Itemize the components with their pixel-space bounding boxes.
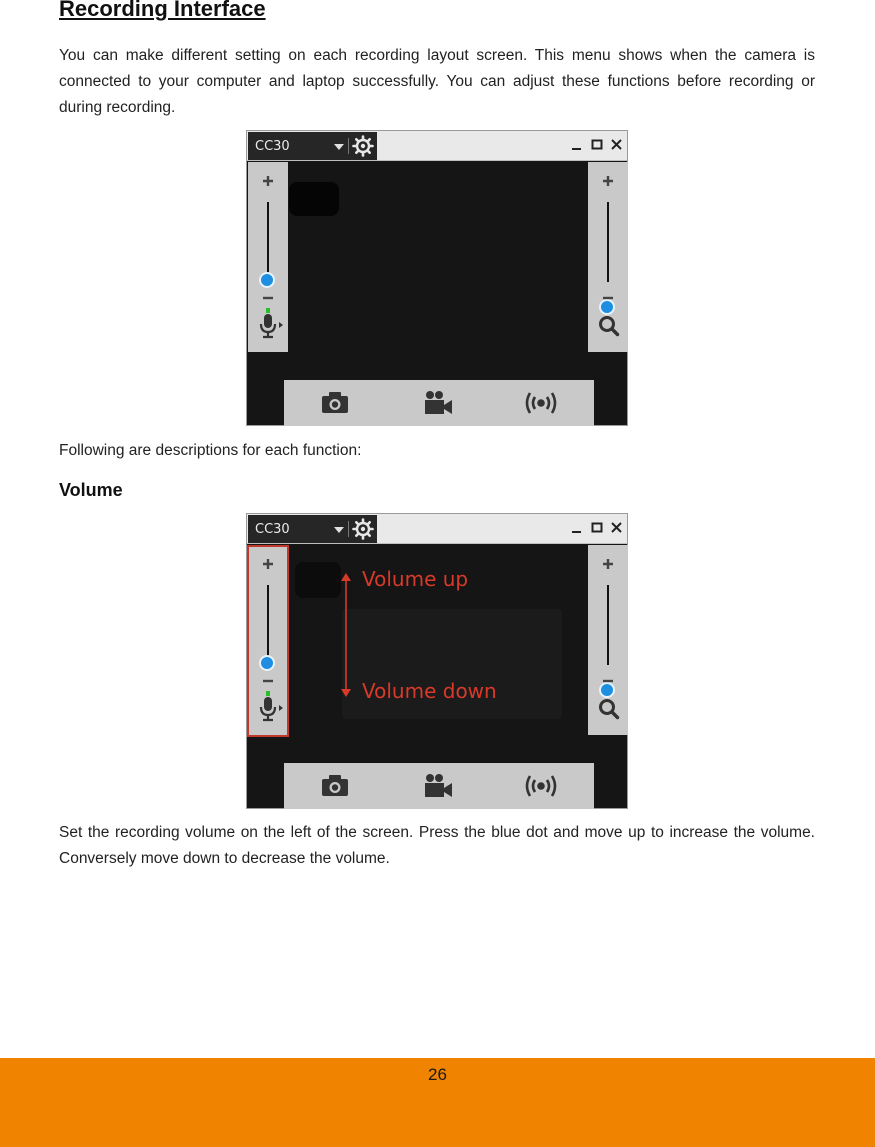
plus-icon[interactable] bbox=[600, 173, 616, 189]
broadcast-icon[interactable] bbox=[524, 772, 558, 800]
capture-toolbar bbox=[284, 380, 594, 426]
magnifier-icon[interactable] bbox=[597, 697, 621, 721]
minus-icon[interactable] bbox=[600, 290, 616, 306]
gear-icon[interactable] bbox=[352, 135, 374, 157]
volume-slider-panel bbox=[248, 162, 288, 352]
recording-window-screenshot bbox=[246, 130, 628, 426]
camera-icon[interactable] bbox=[320, 772, 350, 798]
maximize-icon[interactable] bbox=[589, 520, 605, 536]
page-footer bbox=[0, 1058, 875, 1147]
title-bar bbox=[247, 131, 627, 161]
close-icon[interactable] bbox=[609, 137, 625, 153]
gear-icon[interactable] bbox=[352, 518, 374, 540]
redacted-overlay bbox=[289, 182, 339, 216]
broadcast-icon[interactable] bbox=[524, 389, 558, 417]
zoom-slider-panel bbox=[588, 545, 628, 735]
plus-icon[interactable] bbox=[260, 173, 276, 189]
microphone-icon[interactable] bbox=[257, 312, 287, 340]
zoom-track[interactable] bbox=[607, 202, 609, 282]
volume-track[interactable] bbox=[267, 202, 269, 282]
chevron-down-icon[interactable] bbox=[334, 527, 344, 533]
divider bbox=[348, 138, 349, 154]
intro-paragraph: You can make different setting on each recording layout screen. This menu shows when the camera is connected to your computer and laptop successfully. You can adjust these functions before recording or during recording. bbox=[59, 47, 815, 116]
camera-icon[interactable] bbox=[320, 389, 350, 415]
volume-down-label: Volume down bbox=[362, 679, 497, 703]
volume-arrow bbox=[339, 572, 353, 698]
camera-name: CC30 bbox=[255, 522, 290, 537]
redacted-overlay bbox=[295, 562, 341, 598]
maximize-icon[interactable] bbox=[589, 137, 605, 153]
capture-toolbar bbox=[284, 763, 594, 809]
divider bbox=[348, 521, 349, 537]
video-camera-icon[interactable] bbox=[422, 772, 454, 800]
camera-selector[interactable] bbox=[248, 132, 377, 160]
minimize-icon[interactable] bbox=[569, 520, 585, 536]
page-heading: Recording Interface bbox=[59, 0, 266, 21]
minimize-icon[interactable] bbox=[569, 137, 585, 153]
title-bar bbox=[247, 514, 627, 544]
volume-heading: Volume bbox=[59, 480, 123, 500]
close-icon[interactable] bbox=[609, 520, 625, 536]
zoom-track[interactable] bbox=[607, 585, 609, 665]
chevron-down-icon[interactable] bbox=[334, 144, 344, 150]
functions-intro: Following are descriptions for each function: bbox=[59, 442, 362, 459]
volume-up-label: Volume up bbox=[362, 567, 469, 591]
volume-screenshot bbox=[246, 513, 628, 809]
camera-selector[interactable] bbox=[248, 515, 377, 543]
volume-knob[interactable] bbox=[259, 272, 275, 288]
minus-icon[interactable] bbox=[260, 290, 276, 306]
volume-description: Set the recording volume on the left of the screen. Press the blue dot and move up to increase the volume. Conversely move down to decrease the volume. bbox=[59, 824, 815, 867]
camera-name: CC30 bbox=[255, 139, 290, 154]
zoom-slider-panel bbox=[588, 162, 628, 352]
page-number: 26 bbox=[428, 1065, 447, 1084]
minus-icon[interactable] bbox=[600, 673, 616, 689]
video-camera-icon[interactable] bbox=[422, 389, 454, 417]
volume-highlight-box bbox=[247, 545, 289, 737]
magnifier-icon[interactable] bbox=[597, 314, 621, 338]
plus-icon[interactable] bbox=[600, 556, 616, 572]
